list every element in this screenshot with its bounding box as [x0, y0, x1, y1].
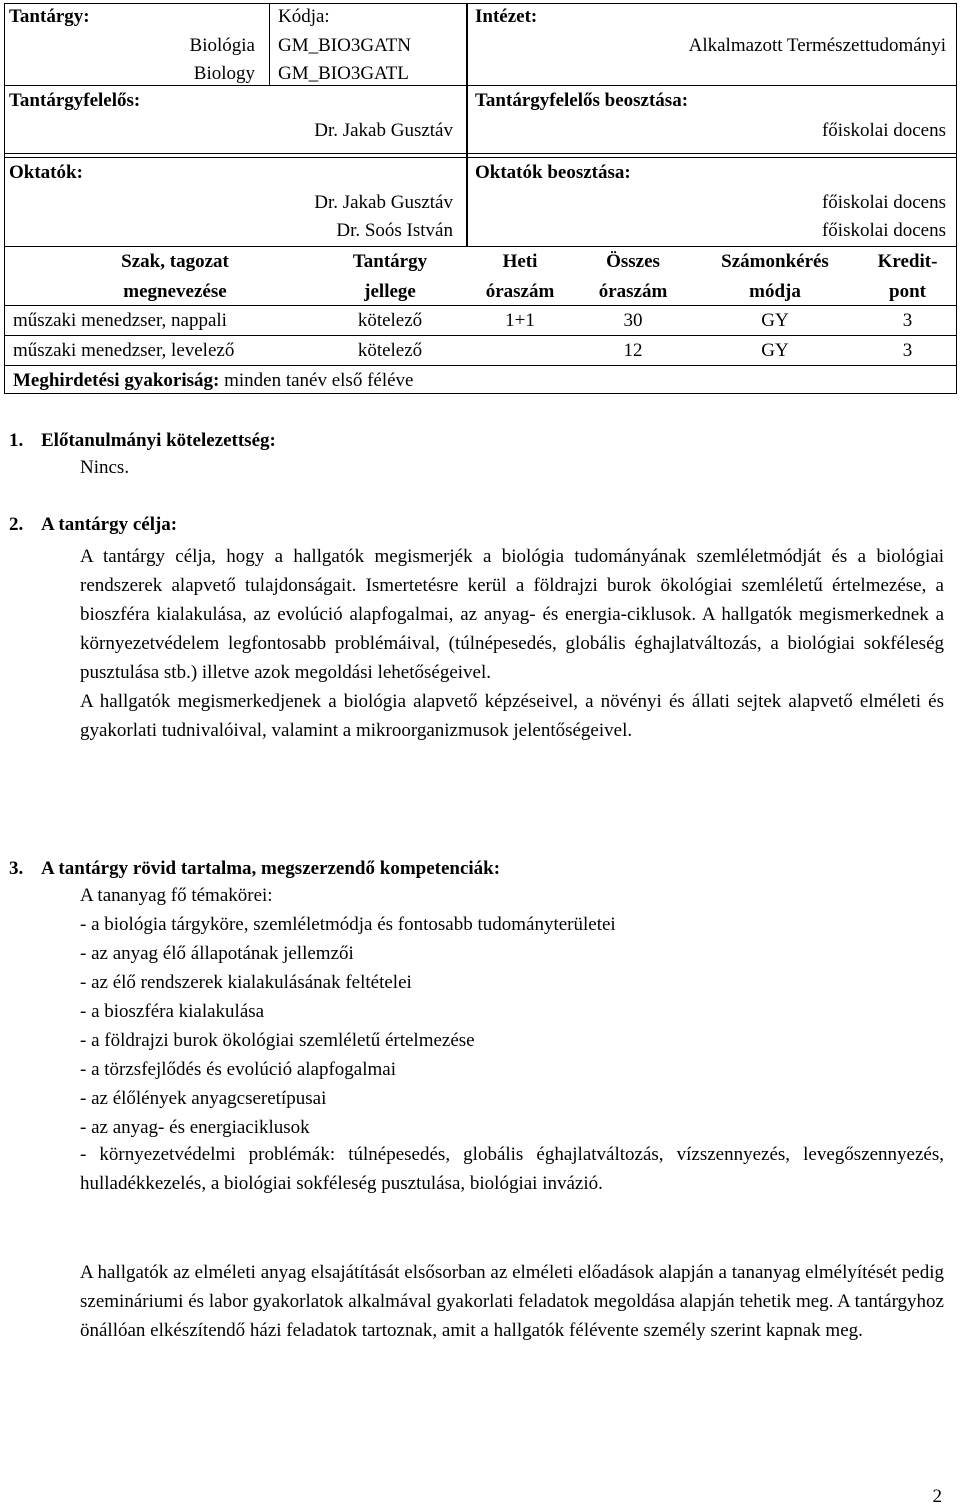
page-number: 2: [932, 1486, 942, 1507]
course-name-en: Biology: [193, 63, 255, 84]
col-kredit-line1: Kredit-: [877, 251, 938, 272]
row2-jelleg: kötelező: [357, 340, 423, 361]
topic-item: - az élő rendszerek kialakulásának feltételei: [80, 972, 412, 993]
section3-title: A tantárgy rövid tartalma, megszerzendő kompetenciák:: [41, 858, 501, 879]
table-hline-4: [4, 246, 957, 247]
oktatok-label: Oktatók:: [9, 162, 83, 183]
kodja-label: Kódja:: [278, 6, 330, 27]
col-jelleg-line1: Tantárgy: [352, 251, 428, 272]
felelos-label: Tantárgyfelelős:: [9, 90, 141, 111]
section1-number: 1.: [9, 430, 24, 451]
topic-item-last: - környezetvédelmi problémák: túlnépesedés, globális éghajlatváltozás, vízszennyezés, levegőszennyezés, hulladékkezelés, a biológiai sokféleség pusztulása, biológiai invázió.: [80, 1144, 944, 1194]
topic-item: - az anyag- és energiaciklusok: [80, 1117, 310, 1138]
col-heti-line1: Heti: [502, 251, 538, 272]
course-code-2: GM_BIO3GATL: [278, 63, 409, 84]
row1-kredit: 3: [902, 310, 913, 331]
col-kredit-line2: pont: [889, 281, 926, 302]
section1-text: Nincs.: [80, 457, 130, 478]
col-heti-line2: óraszám: [485, 281, 555, 302]
tantargy-label: Tantárgy:: [9, 6, 90, 27]
table-hline-6: [4, 335, 957, 336]
topic-item: - a bioszféra kialakulása: [80, 1001, 265, 1022]
row2-szak: műszaki menedzser, levelező: [13, 340, 235, 361]
section1-title: Előtanulmányi kötelezettség:: [41, 430, 276, 451]
section2-paragraph-1: A tantárgy célja, hogy a hallgatók megismerjék a biológia tudományának szemléletmódját és a biológiai rendszerek alapvető tulajdonságait. Ismertetésre kerül a földrajzi burok ökológiai szemléletű értelmezése, a bioszféra kialakulása, az evolúció alapfogalmai, az anyag- és energia-ciklusok. A hallgatók megismerkednek a környezetvédelem legfontosabb problémáival, (túlnépesedés, globális éghajlatváltozás, a biológiai sokféleség pusztulása stb.) illetve azok megoldási lehetőségeivel.: [80, 546, 944, 683]
meghirdetes-label: Meghirdetési gyakoriság:: [13, 370, 220, 391]
meghirdetes-row: [13, 370, 413, 393]
row1-heti: 1+1: [505, 310, 535, 331]
intezet-value: Alkalmazott Természettudományi: [688, 35, 946, 56]
row1-jelleg: kötelező: [357, 310, 423, 331]
oktatok-beosztas-label: Oktatók beosztása:: [475, 162, 631, 183]
section3-heading: [9, 858, 500, 881]
col-szamon-line1: Számonkérés: [721, 251, 829, 272]
section3-number: 3.: [9, 858, 24, 879]
section1-heading: [9, 430, 276, 453]
oktato-2: Dr. Soós István: [336, 220, 453, 241]
row2-osszes: 12: [623, 340, 643, 361]
course-code-1: GM_BIO3GATN: [278, 35, 411, 56]
row1-szak: műszaki menedzser, nappali: [13, 310, 227, 331]
topic-item: - a biológia tárgyköre, szemléletmódja és fontosabb tudományterületei: [80, 914, 616, 935]
col-osszes-line2: óraszám: [598, 281, 668, 302]
col-szak-line2: megnevezése: [123, 281, 227, 302]
table-vline-left-block: [466, 3, 468, 246]
col-jelleg-line2: jellege: [364, 281, 416, 302]
section2-title: A tantárgy célja:: [41, 514, 178, 535]
col-osszes-line1: Összes: [606, 251, 660, 272]
table-vline-name-code: [269, 3, 270, 85]
oktato-2-beosztas: főiskolai docens: [821, 220, 946, 241]
topic-item: - a földrajzi burok ökológiai szemléletű értelmezése: [80, 1030, 475, 1051]
section3-intro: A tananyag fő témakörei:: [80, 885, 273, 906]
course-name-hu: Biológia: [189, 35, 255, 56]
table-hline-5: [4, 305, 957, 306]
section2-paragraph-2: A hallgatók megismerkedjenek a biológia alapvető képzéseivel, a növényi és állati sejtek alapvető elméleti és gyakorlati tudnivalóival, valamint a mikroorganizmusok jelentőségeivel.: [80, 691, 944, 741]
intezet-label: Intézet:: [475, 6, 538, 27]
row2-kredit: 3: [902, 340, 913, 361]
table-hline-7: [4, 365, 957, 366]
oktato-1: Dr. Jakab Gusztáv: [314, 192, 453, 213]
section3-closing: A hallgatók az elméleti anyag elsajátítását elsősorban az elméleti előadások alapján a tananyag elmélyítését pedig szemináriumi és labor gyakorlatok alkalmával gyakorlati feladatok megoldása alapján tehetik meg. A tantárgyhoz önállóan elkészítendő házi feladatok tartoznak, amit a hallgatók félévente személy szerint kapnak meg.: [80, 1262, 944, 1341]
section2-number: 2.: [9, 514, 24, 535]
felelos-name: Dr. Jakab Gusztáv: [314, 120, 453, 141]
col-szak-line1: Szak, tagozat: [121, 251, 229, 272]
topic-item: - a törzsfejlődés és evolúció alapfogalmai: [80, 1059, 397, 1080]
topic-item: - az anyag élő állapotának jellemzői: [80, 943, 354, 964]
table-hline-3: [4, 157, 957, 158]
col-szamon-line2: módja: [749, 281, 801, 302]
felelos-beosztas-label: Tantárgyfelelős beosztása:: [475, 90, 689, 111]
topic-item: - az élőlények anyagcseretípusai: [80, 1088, 327, 1109]
row1-osszes: 30: [623, 310, 643, 331]
section2-body: [80, 542, 944, 745]
section2-heading: [9, 514, 177, 537]
row1-szamon: GY: [761, 310, 789, 331]
row2-szamon: GY: [761, 340, 789, 361]
table-hline-2: [4, 153, 957, 154]
felelos-beosztas-value: főiskolai docens: [821, 120, 946, 141]
meghirdetes-value: minden tanév első féléve: [224, 370, 414, 391]
oktato-1-beosztas: főiskolai docens: [821, 192, 946, 213]
